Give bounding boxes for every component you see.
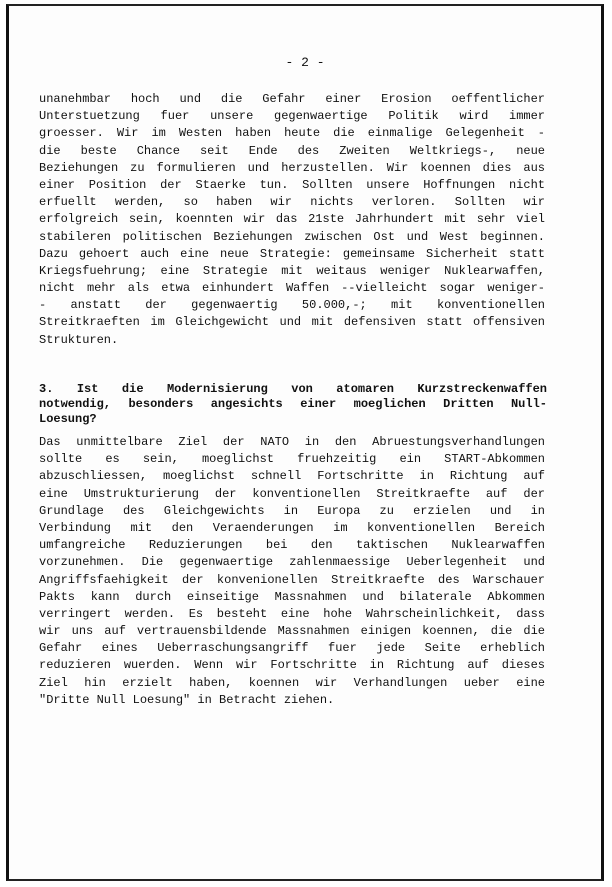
text-line: erfuellt werden, so haben wir nichts verloren. Sollten wir [39,195,545,210]
heading-line: Loesung? [39,412,97,426]
text-line: Das unmittelbare Ziel der NATO in den Abruestungsverhandlungen [39,435,545,449]
text-line: erfolgreich sein, koennten wir das 21ste Jahrhundert mit sehr viel [39,212,545,227]
heading-line: 3. Ist die Modernisierung von atomaren Kurzstreckenwaffen [39,382,547,396]
document-page [6,4,604,881]
text-line: Strukturen. [39,332,119,347]
paragraph-2 [39,434,545,709]
text-line: reduzieren wuerden. Wenn wir Fortschritte in Richtung auf dieses [39,658,545,673]
text-line: Gefahr eines Ueberraschungsangriff fuer jede Seite erheblich [39,641,545,656]
text-line: Unterstuetzung fuer unsere gegenwaertige Politik wird immer [39,109,545,124]
question-heading [39,382,547,427]
text-line: sollte es sein, moeglichst fruehzeitig ein START-Abkommen [39,452,545,467]
text-line: Pakts kann durch einseitige Massnahmen und bilaterale Abkommen [39,589,545,604]
text-line: Beziehungen zu formulieren und herzustellen. Wir koennen dies aus [39,160,545,175]
paragraph-1 [39,91,545,349]
text-line: verringert werden. Es besteht eine hohe Wahrscheinlichkeit, dass [39,606,545,621]
text-line: Verbindung mit den Veraenderungen im konventionellen Bereich [39,520,545,535]
text-line: stabileren politischen Beziehungen zwischen Ost und West beginnen. [39,229,545,244]
text-line: - anstatt der gegenwaertig 50.000,-; mit konventionellen [39,298,545,313]
text-line: wir uns auf vertrauensbildende Massnahmen einigen koennen, die die [39,624,545,639]
text-line: vorzunehmen. Die gegenwaertige zahlenmaessige Ueberlegenheit und [39,555,545,570]
text-line: Kriegsfuehrung; eine Strategie mit weitaus weniger Nuklearwaffen, [39,263,545,278]
text-line: umfangreiche Reduzierungen bei den taktischen Nuklearwaffen [39,538,545,553]
page-number: - 2 - [285,55,325,70]
text-line: Ziel hin erzielt haben, koennen wir Verhandlungen ueber eine [39,675,545,690]
heading-line: notwendig, besonders angesichts einer moeglichen Dritten Null- [39,397,547,411]
text-line: groesser. Wir im Westen haben heute die einmalige Gelegenheit - [39,126,545,141]
text-line: Angriffsfaehigkeit der konvenionellen Streitkraefte des Warschauer [39,572,545,587]
text-line: eine Umstrukturierung der konventionellen Streitkraefte auf der [39,486,545,501]
text-line: Grundlage des Gleichgewichts in Europa zu erzielen und in [39,503,545,518]
text-line: "Dritte Null Loesung" in Betracht ziehen. [39,692,335,707]
text-line: unanehmbar hoch und die Gefahr einer Erosion oeffentlicher [39,92,545,106]
text-line: abzuschliessen, moeglichst schnell Fortschritte in Richtung auf [39,469,545,484]
text-line: einer Position der Staerke tun. Sollten unsere Hoffnungen nicht [39,177,545,192]
text-line: Streitkraeften im Gleichgewicht und mit defensiven statt offensiven [39,315,545,330]
text-line: nicht mehr als etwa einhundert Waffen --vielleicht sogar weniger- [39,281,545,296]
text-line: die beste Chance seit Ende des Zweiten Weltkriegs-, neue [39,143,545,158]
text-line: Dazu gehoert auch eine neue Strategie: gemeinsame Sicherheit statt [39,246,545,261]
